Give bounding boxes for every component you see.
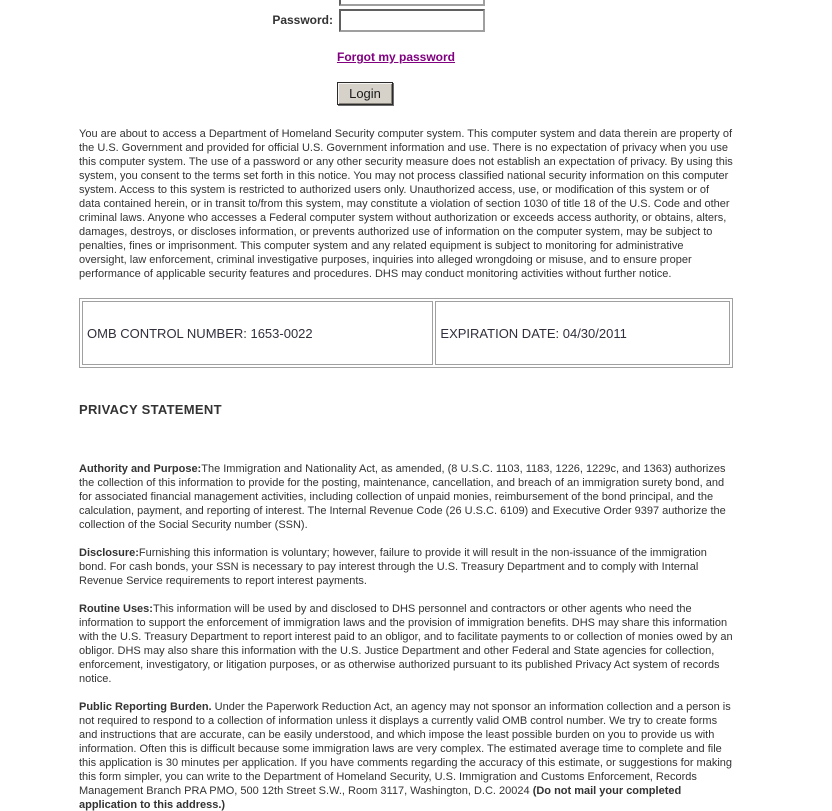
section-label: Public Reporting Burden. xyxy=(79,701,212,713)
section-bold-tail: (Do not mail your completed application to this address.) xyxy=(79,785,682,811)
login-form xyxy=(0,0,832,127)
forgot-password-link[interactable]: Forgot my password xyxy=(337,50,456,64)
dhs-system-notice: You are about to access a Department of Homeland Security computer system. This computer system and data therein are property of the U.S. Government and provided for official U.S. Government information and use. There is no expectation of privacy when you use this computer system. The use of a password or any other security measure does not establish an expectation of privacy. By using this system, you consent to the terms set forth in this notice. You may not process classified national security information on this computer system. Access to this system is restricted to authorized users only. Unauthorized access, use, or modification of this system or of data contained herein, or in transit to/from this system, may constitute a violation of section 1030 of title 18 of the U.S. Code and other criminal laws. Anyone who accesses a Federal computer system without authorization or exceeds access authority, or obtains, alters, damages, destroys, or discloses information, or prevents authorized use of information on the computer system, may be subject to penalties, fines or imprisonment. This computer system and any related equipment is subject to monitoring for administrative oversight, law enforcement, criminal investigative purposes, inquiries into alleged wrongdoing or misuse, and to ensure proper performance of applicable security features and procedures. DHS may conduct monitoring activities without further notice. xyxy=(79,128,733,280)
privacy-section-routine-uses xyxy=(79,602,733,686)
login-button[interactable]: Login xyxy=(337,82,393,105)
omb-control-number-cell: OMB CONTROL NUMBER: 1653-0022 xyxy=(82,301,433,365)
privacy-section-authority-and-purpose xyxy=(79,462,733,532)
privacy-statement-title: PRIVACY STATEMENT xyxy=(79,402,222,417)
section-text: The Immigration and Nationality Act, as amended, (8 U.S.C. 1103, 1183, 1226, 1229c, and 1363) authorizes the collection of this information to provide for the posting, maintenance, cancellation, and breach of an immigration surety bond, and for associated financial management activities, including collection of unpaid monies, reimbursement of the bond principal, and the calculation, payment, and reporting of interest. The Internal Revenue Code (26 U.S.C. 6109) and Executive Order 9397 authorize the collection of the Social Security number (SSN). xyxy=(79,463,726,531)
privacy-section-disclosure xyxy=(79,546,733,588)
omb-info-table xyxy=(79,298,733,368)
password-input[interactable] xyxy=(339,9,485,32)
username-input[interactable] xyxy=(339,0,485,6)
section-text: Furnishing this information is voluntary; however, failure to provide it will result in the non-issuance of the immigration bond. For cash bonds, your SSN is necessary to pay interest through the U.S. Treasury Department and to comply with Internal Revenue Service requirements to report interest payments. xyxy=(79,547,707,587)
password-label: Password: xyxy=(272,13,333,27)
table-row xyxy=(82,301,730,365)
page-content xyxy=(79,127,733,811)
section-label: Disclosure: xyxy=(79,547,139,559)
section-text: Under the Paperwork Reduction Act, an agency may not sponsor an information collection and a person is not required to respond to a collection of information unless it displays a currently valid OMB control number. We try to create forms and instructions that are accurate, can be easily understood, and which impose the least possible burden on you to provide us with information. Often this is difficult because some immigration laws are very complex. The estimated average time to complete and file this application is 30 minutes per application. If you have comments regarding the accuracy of this estimate, or suggestions for making this form simpler, you can write to the Department of Homeland Security, U.S. Immigration and Customs Enforcement, Records Management Branch PRA PMO, 500 12th Street S.W., Room 3117, Washington, D.C. 20024 xyxy=(79,701,733,797)
privacy-section-public-reporting-burden xyxy=(79,700,733,811)
section-label: Routine Uses: xyxy=(79,603,153,615)
section-text: This information will be used by and disclosed to DHS personnel and contractors or other agents who need the information to support the enforcement of immigration laws and the provision of immigration benefits. DHS may share this information with the U.S. Treasury Department to report interest paid to an obligor, and to facilitate payments to or collection of monies owed by an obligor. DHS may also share this information with the U.S. Justice Department and other Federal and State agencies for collection, enforcement, investigatory, or litigation purposes, or as otherwise authorized pursuant to its published Privacy Act system of records notice. xyxy=(79,603,733,685)
section-label: Authority and Purpose: xyxy=(79,463,202,475)
expiration-date-cell: EXPIRATION DATE: 04/30/2011 xyxy=(435,301,730,365)
